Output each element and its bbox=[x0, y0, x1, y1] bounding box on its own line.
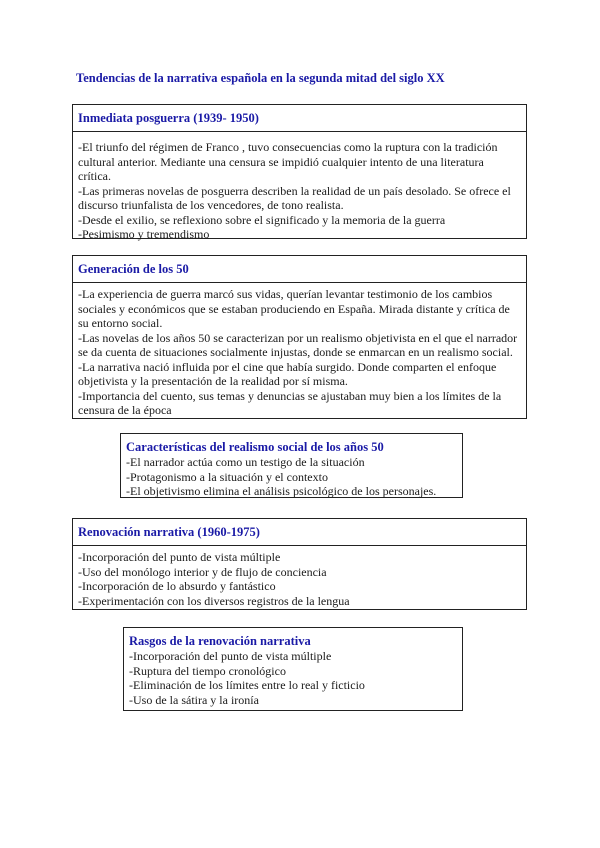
section-line: su entorno social. bbox=[78, 316, 163, 330]
section-line: objetivista y la presentación de la realidad por sí misma. bbox=[78, 374, 348, 388]
section-line: sociales y económicos que se estaban produciendo en España. Mirada distante y crítica de bbox=[78, 301, 510, 316]
section-line: -Uso de la sátira y la ironía bbox=[129, 692, 259, 707]
section-line: -Las novelas de los años 50 se caracterizan por un realismo objetivista en el que el narrador bbox=[78, 330, 518, 345]
section-inmediata-posguerra bbox=[72, 104, 527, 239]
section-heading: Inmediata posguerra (1939- 1950) bbox=[73, 105, 526, 132]
section-line: -Ruptura del tiempo cronológico bbox=[129, 663, 286, 678]
section-line: -Incorporación del punto de vista múltiple bbox=[78, 550, 281, 564]
section-line: -Incorporación de lo absurdo y fantástico bbox=[78, 579, 276, 593]
section-line: cultural anterior. Mediante una censura se impidió cualquier intento de una literatura bbox=[78, 154, 484, 169]
section-rasgos-renovacion bbox=[123, 627, 463, 711]
document-title: Tendencias de la narrativa española en la segunda mitad del siglo XX bbox=[76, 71, 445, 85]
section-heading: Generación de los 50 bbox=[73, 256, 526, 283]
section-caracteristicas-realismo bbox=[120, 433, 463, 498]
section-line: crítica. bbox=[78, 169, 111, 183]
section-line: censura de la época bbox=[78, 403, 172, 417]
section-line: discurso triunfalista de los vencedores, de tono realista. bbox=[78, 198, 344, 212]
section-line: -La narrativa nació influida por el cine que había surgido. Donde comparten el enfoque bbox=[78, 359, 497, 374]
section-line: -Desde el exilio, se reflexiono sobre el significado y la memoria de la guerra bbox=[78, 212, 446, 227]
section-renovacion-narrativa bbox=[72, 518, 527, 610]
section-line: -Pesimismo y tremendismo bbox=[78, 227, 210, 241]
section-line: -El triunfo del régimen de Franco , tuvo consecuencias como la ruptura con la tradición bbox=[78, 140, 498, 154]
section-line: -Protagonismo a la situación y el contexto bbox=[126, 469, 328, 484]
section-line: -El narrador actúa como un testigo de la situación bbox=[126, 455, 365, 469]
section-line: se da cuenta de situaciones socialmente injustas, donde se enmarcan en un realismo social. bbox=[78, 345, 513, 359]
section-line: -Las primeras novelas de posguerra describen la realidad de un país desolado. Se ofrece el bbox=[78, 183, 511, 198]
section-heading: Renovación narrativa (1960-1975) bbox=[73, 519, 526, 546]
section-heading: Características del realismo social de los años 50 bbox=[126, 440, 384, 454]
section-generacion-50 bbox=[72, 255, 527, 419]
section-line: -El objetivismo elimina el análisis psicológico de los personajes. bbox=[126, 484, 437, 499]
section-line: -Eliminación de los límites entre lo real y ficticio bbox=[129, 678, 365, 693]
section-line: -Uso del monólogo interior y de flujo de conciencia bbox=[78, 564, 327, 579]
section-line: -Importancia del cuento, sus temas y denuncias se ajustaban muy bien a los límites de la bbox=[78, 388, 502, 403]
section-heading: Rasgos de la renovación narrativa bbox=[129, 634, 311, 648]
section-line: -Incorporación del punto de vista múltiple bbox=[129, 649, 332, 663]
section-line: -La experiencia de guerra marcó sus vidas, querían levantar testimonio de los cambios bbox=[78, 287, 493, 301]
section-line: -Experimentación con los diversos registros de la lengua bbox=[78, 593, 350, 608]
